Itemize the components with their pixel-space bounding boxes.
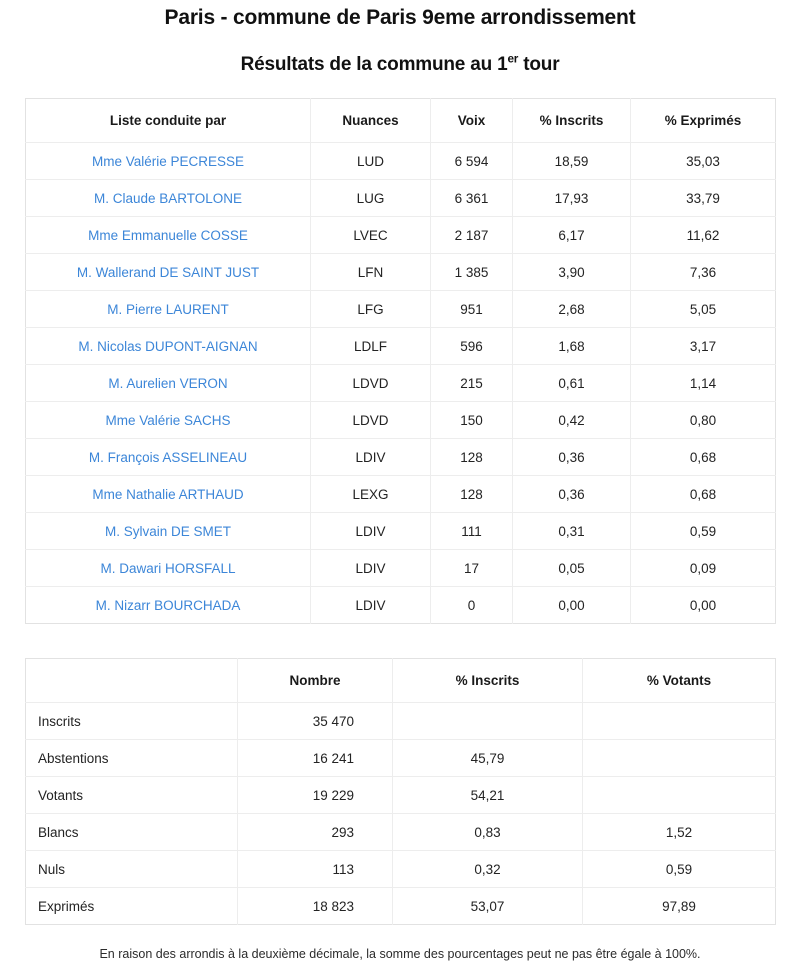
summary-label-cell: Abstentions bbox=[26, 740, 238, 777]
pct-exprimes-cell: 0,00 bbox=[631, 587, 776, 624]
summary-pct-votants-cell bbox=[583, 703, 776, 740]
voix-cell: 128 bbox=[431, 476, 513, 513]
results-table-container bbox=[25, 98, 775, 624]
pct-inscrits-cell: 0,61 bbox=[513, 365, 631, 402]
nuance-cell: LFN bbox=[311, 254, 431, 291]
candidate-name-cell bbox=[26, 291, 311, 328]
voix-cell: 1 385 bbox=[431, 254, 513, 291]
nuance-cell: LDIV bbox=[311, 550, 431, 587]
table-row bbox=[26, 513, 776, 550]
summary-pct-votants-cell bbox=[583, 740, 776, 777]
table-row bbox=[26, 254, 776, 291]
candidate-link[interactable]: Mme Valérie SACHS bbox=[105, 412, 231, 428]
table-row bbox=[26, 180, 776, 217]
summary-pct-votants-cell: 1,52 bbox=[583, 814, 776, 851]
summary-table-body bbox=[26, 703, 776, 925]
voix-cell: 17 bbox=[431, 550, 513, 587]
summary-nombre-cell: 16 241 bbox=[238, 740, 393, 777]
candidate-name-cell bbox=[26, 402, 311, 439]
table-row bbox=[26, 402, 776, 439]
page-title: Paris - commune de Paris 9eme arrondissement bbox=[164, 6, 636, 29]
summary-nombre-cell: 18 823 bbox=[238, 888, 393, 925]
table-row bbox=[26, 291, 776, 328]
results-header-row bbox=[26, 99, 776, 143]
candidate-link[interactable]: M. Nizarr BOURCHADA bbox=[95, 597, 241, 613]
summary-pct-votants-cell: 97,89 bbox=[583, 888, 776, 925]
page-subtitle bbox=[0, 30, 800, 76]
pct-exprimes-cell: 7,36 bbox=[631, 254, 776, 291]
voix-cell: 2 187 bbox=[431, 217, 513, 254]
summary-pct-votants-cell bbox=[583, 777, 776, 814]
candidate-link[interactable]: Mme Nathalie ARTHAUD bbox=[92, 486, 244, 502]
candidate-name-cell bbox=[26, 513, 311, 550]
table-row bbox=[26, 217, 776, 254]
pct-exprimes-cell: 33,79 bbox=[631, 180, 776, 217]
pct-exprimes-cell: 0,09 bbox=[631, 550, 776, 587]
summary-pct-inscrits-cell: 53,07 bbox=[393, 888, 583, 925]
table-row bbox=[26, 476, 776, 513]
pct-inscrits-cell: 0,42 bbox=[513, 402, 631, 439]
subtitle-suffix: tour bbox=[518, 54, 560, 75]
candidate-link[interactable]: M. Pierre LAURENT bbox=[107, 301, 229, 317]
summary-column-header-nombre: Nombre bbox=[238, 659, 393, 703]
pct-inscrits-cell: 6,17 bbox=[513, 217, 631, 254]
table-row bbox=[26, 851, 776, 888]
candidate-link[interactable]: M. Sylvain DE SMET bbox=[104, 523, 232, 539]
candidate-name-cell bbox=[26, 550, 311, 587]
pct-inscrits-cell: 2,68 bbox=[513, 291, 631, 328]
nuance-cell: LDVD bbox=[311, 402, 431, 439]
summary-label-cell: Inscrits bbox=[26, 703, 238, 740]
voix-cell: 6 594 bbox=[431, 143, 513, 180]
table-row bbox=[26, 550, 776, 587]
table-row bbox=[26, 365, 776, 402]
pct-inscrits-cell: 3,90 bbox=[513, 254, 631, 291]
pct-exprimes-cell: 3,17 bbox=[631, 328, 776, 365]
voix-cell: 215 bbox=[431, 365, 513, 402]
nuance-cell: LDVD bbox=[311, 365, 431, 402]
candidate-link[interactable]: M. Claude BARTOLONE bbox=[93, 190, 243, 206]
summary-header-row bbox=[26, 659, 776, 703]
results-table-body bbox=[26, 143, 776, 624]
pct-exprimes-cell: 1,14 bbox=[631, 365, 776, 402]
table-row bbox=[26, 143, 776, 180]
pct-exprimes-cell: 5,05 bbox=[631, 291, 776, 328]
column-header-pct-exprimes: % Exprimés bbox=[631, 99, 776, 143]
nuance-cell: LDIV bbox=[311, 587, 431, 624]
column-header-voix: Voix bbox=[431, 99, 513, 143]
candidate-name-cell bbox=[26, 439, 311, 476]
candidate-link[interactable]: M. Aurelien VERON bbox=[108, 375, 228, 391]
voix-cell: 150 bbox=[431, 402, 513, 439]
table-row bbox=[26, 703, 776, 740]
subtitle-prefix: Résultats de la commune au 1 bbox=[240, 54, 508, 75]
subtitle-ordinal-suffix: er bbox=[507, 52, 519, 66]
rounding-footnote: En raison des arrondis à la deuxième décimale, la somme des pourcentages peut ne pas être égale à 100%. bbox=[99, 947, 701, 961]
summary-column-header-pct-inscrits: % Inscrits bbox=[393, 659, 583, 703]
summary-label-cell: Blancs bbox=[26, 814, 238, 851]
voix-cell: 128 bbox=[431, 439, 513, 476]
pct-inscrits-cell: 18,59 bbox=[513, 143, 631, 180]
candidate-name-cell bbox=[26, 180, 311, 217]
table-row bbox=[26, 328, 776, 365]
summary-pct-inscrits-cell: 0,32 bbox=[393, 851, 583, 888]
table-row bbox=[26, 888, 776, 925]
nuance-cell: LVEC bbox=[311, 217, 431, 254]
summary-table-header bbox=[26, 659, 776, 703]
summary-label-cell: Exprimés bbox=[26, 888, 238, 925]
candidate-name-cell bbox=[26, 365, 311, 402]
candidate-link[interactable]: M. Dawari HORSFALL bbox=[100, 560, 236, 576]
voix-cell: 0 bbox=[431, 587, 513, 624]
pct-exprimes-cell: 0,59 bbox=[631, 513, 776, 550]
pct-inscrits-cell: 17,93 bbox=[513, 180, 631, 217]
summary-nombre-cell: 293 bbox=[238, 814, 393, 851]
nuance-cell: LDIV bbox=[311, 439, 431, 476]
summary-pct-inscrits-cell: 45,79 bbox=[393, 740, 583, 777]
candidate-link[interactable]: Mme Valérie PECRESSE bbox=[91, 153, 245, 169]
candidate-name-cell bbox=[26, 143, 311, 180]
candidate-link[interactable]: Mme Emmanuelle COSSE bbox=[88, 227, 248, 243]
nuance-cell: LUG bbox=[311, 180, 431, 217]
summary-nombre-cell: 19 229 bbox=[238, 777, 393, 814]
nuance-cell: LUD bbox=[311, 143, 431, 180]
table-row bbox=[26, 587, 776, 624]
voix-cell: 6 361 bbox=[431, 180, 513, 217]
table-row bbox=[26, 814, 776, 851]
candidate-link[interactable]: M. Wallerand DE SAINT JUST bbox=[76, 264, 260, 280]
summary-column-header-blank bbox=[26, 659, 238, 703]
pct-inscrits-cell: 0,00 bbox=[513, 587, 631, 624]
summary-pct-inscrits-cell bbox=[393, 703, 583, 740]
candidate-link[interactable]: M. Nicolas DUPONT-AIGNAN bbox=[78, 338, 258, 354]
column-header-name: Liste conduite par bbox=[26, 99, 311, 143]
table-row bbox=[26, 740, 776, 777]
pct-inscrits-cell: 0,36 bbox=[513, 476, 631, 513]
nuance-cell: LDLF bbox=[311, 328, 431, 365]
nuance-cell: LEXG bbox=[311, 476, 431, 513]
pct-exprimes-cell: 0,68 bbox=[631, 439, 776, 476]
candidate-name-cell bbox=[26, 254, 311, 291]
candidate-name-cell bbox=[26, 587, 311, 624]
candidate-name-cell bbox=[26, 476, 311, 513]
pct-exprimes-cell: 35,03 bbox=[631, 143, 776, 180]
candidate-link[interactable]: M. François ASSELINEAU bbox=[88, 449, 248, 465]
table-row bbox=[26, 777, 776, 814]
voix-cell: 596 bbox=[431, 328, 513, 365]
results-table-header bbox=[26, 99, 776, 143]
pct-inscrits-cell: 0,36 bbox=[513, 439, 631, 476]
summary-column-header-pct-votants: % Votants bbox=[583, 659, 776, 703]
pct-inscrits-cell: 0,31 bbox=[513, 513, 631, 550]
pct-inscrits-cell: 0,05 bbox=[513, 550, 631, 587]
pct-inscrits-cell: 1,68 bbox=[513, 328, 631, 365]
summary-pct-inscrits-cell: 54,21 bbox=[393, 777, 583, 814]
candidate-name-cell bbox=[26, 328, 311, 365]
candidate-name-cell bbox=[26, 217, 311, 254]
voix-cell: 111 bbox=[431, 513, 513, 550]
nuance-cell: LFG bbox=[311, 291, 431, 328]
table-row bbox=[26, 439, 776, 476]
summary-nombre-cell: 35 470 bbox=[238, 703, 393, 740]
voix-cell: 951 bbox=[431, 291, 513, 328]
column-header-pct-inscrits: % Inscrits bbox=[513, 99, 631, 143]
pct-exprimes-cell: 0,80 bbox=[631, 402, 776, 439]
summary-table bbox=[25, 658, 776, 925]
summary-label-cell: Votants bbox=[26, 777, 238, 814]
column-header-nuance: Nuances bbox=[311, 99, 431, 143]
summary-nombre-cell: 113 bbox=[238, 851, 393, 888]
summary-pct-inscrits-cell: 0,83 bbox=[393, 814, 583, 851]
table-spacer bbox=[0, 624, 800, 658]
nuance-cell: LDIV bbox=[311, 513, 431, 550]
summary-pct-votants-cell: 0,59 bbox=[583, 851, 776, 888]
pct-exprimes-cell: 11,62 bbox=[631, 217, 776, 254]
summary-label-cell: Nuls bbox=[26, 851, 238, 888]
summary-table-container bbox=[25, 658, 775, 925]
results-table bbox=[25, 98, 776, 624]
pct-exprimes-cell: 0,68 bbox=[631, 476, 776, 513]
